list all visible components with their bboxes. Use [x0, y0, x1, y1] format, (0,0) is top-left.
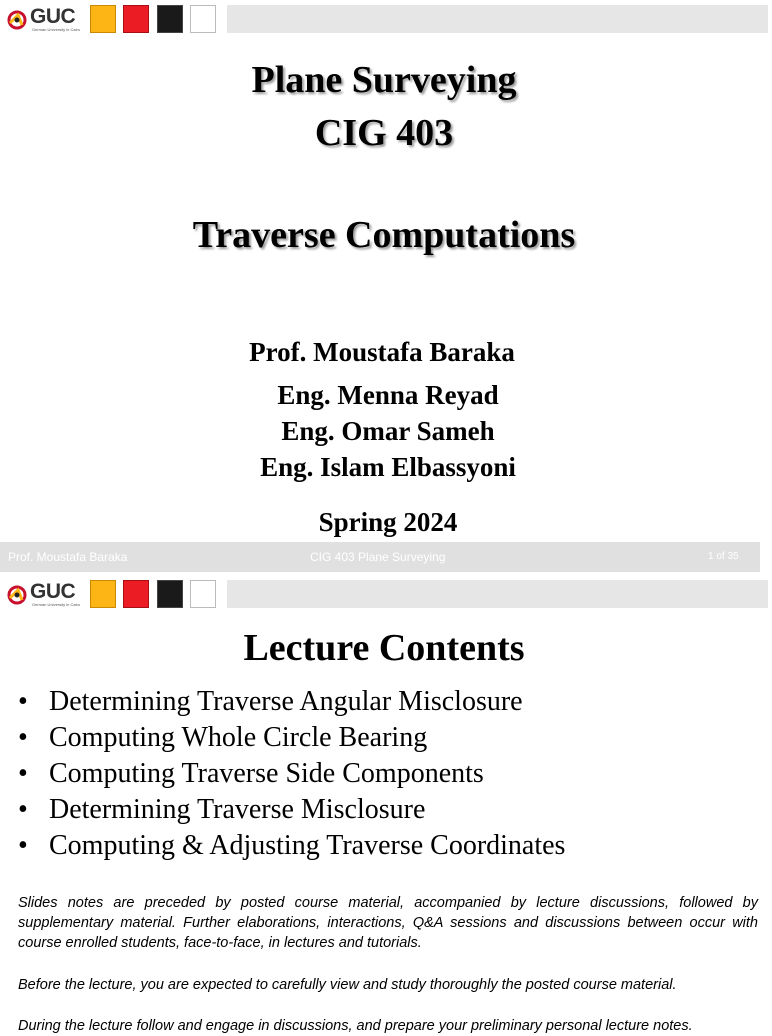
contents-slide [0, 572, 768, 1034]
slide-header [0, 580, 768, 610]
ta-name: Eng. Omar Sameh [281, 416, 495, 446]
list-item: • Computing & Adjusting Traverse Coordinates [18, 828, 565, 864]
list-item: • Determining Traverse Angular Misclosure [18, 684, 565, 720]
red-square [123, 580, 149, 608]
guc-logo [6, 582, 86, 610]
logo-subtext: German University in Cairo [32, 602, 81, 607]
red-square [123, 5, 149, 33]
logo-text: GUC [30, 580, 76, 603]
header-bar [227, 5, 768, 33]
term-label: Spring 2024 [318, 507, 458, 537]
logo-text: GUC [30, 5, 76, 28]
list-item: • Computing Whole Circle Bearing [18, 720, 565, 756]
footer-page-number: 1 of 35 [708, 551, 739, 562]
list-item: • Determining Traverse Misclosure [18, 792, 565, 828]
white-square [190, 580, 216, 608]
header-bar [227, 580, 768, 608]
course-title: Plane Surveying [251, 59, 517, 101]
logo-subtext: German University in Cairo [32, 27, 81, 32]
slide-footer [0, 542, 760, 572]
slide-title: Lecture Contents [243, 627, 525, 669]
ta-name: Eng. Islam Elbassyoni [260, 452, 516, 482]
logo-swirl-icon [6, 584, 28, 606]
black-square [157, 5, 183, 33]
notes-paragraph: Before the lecture, you are expected to carefully view and study thoroughly the posted course material. [18, 977, 677, 993]
list-item: • Computing Traverse Side Components [18, 756, 565, 792]
course-code: CIG 403 [314, 112, 454, 154]
slide-header [0, 5, 768, 35]
orange-square [90, 580, 116, 608]
ta-name: Eng. Menna Reyad [277, 380, 499, 410]
notes-paragraph: During the lecture follow and engage in discussions, and prepare your preliminary personal lecture notes. [18, 1018, 693, 1034]
footer-course: CIG 403 Plane Surveying [310, 550, 446, 564]
orange-square [90, 5, 116, 33]
guc-logo [6, 7, 86, 35]
notes-paragraph: Slides notes are preceded by posted course material, accompanied by lecture discussions, followed by supplementary material. Further elaborations, interactions, Q&A sessions and discussions between occur with course enrolled students, face-to-face, in lectures and tutorials. [18, 895, 758, 951]
logo-swirl-icon [6, 9, 28, 31]
contents-list [18, 684, 565, 864]
footer-author: Prof. Moustafa Baraka [8, 550, 128, 564]
black-square [157, 580, 183, 608]
white-square [190, 5, 216, 33]
lecture-title: Traverse Computations [192, 214, 576, 256]
instructor-name: Prof. Moustafa Baraka [249, 337, 515, 367]
